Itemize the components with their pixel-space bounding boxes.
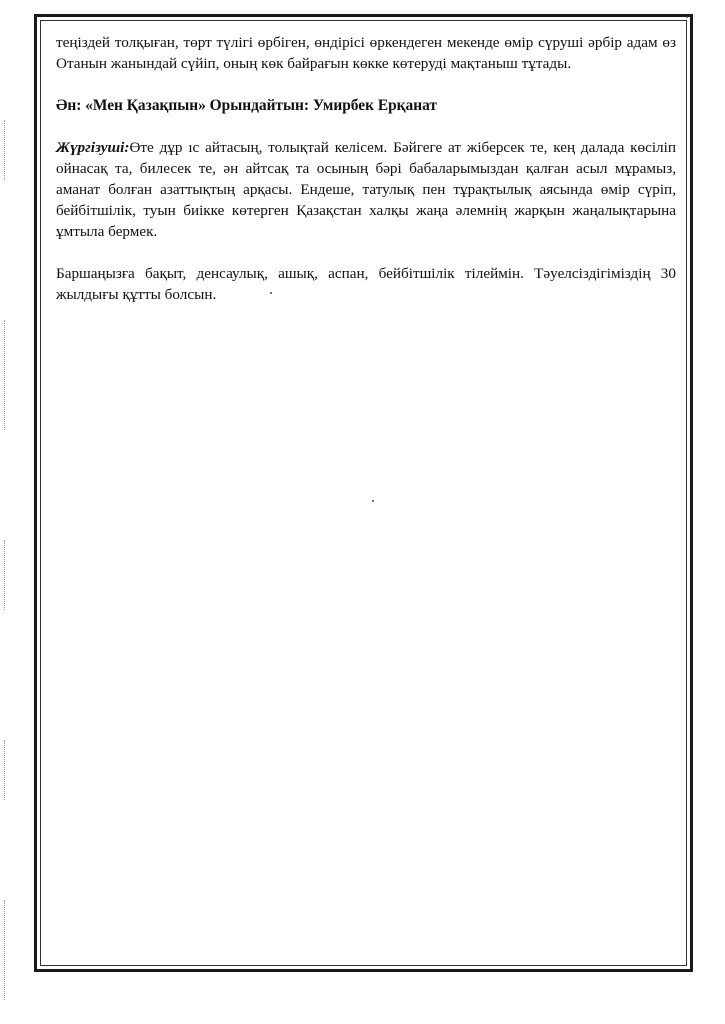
paragraph-host-speech (56, 137, 676, 242)
song-announcement: Ән: «Мен Қазақпын» Орындайтын: Умирбек Ерқанат (56, 97, 437, 114)
margin-scan-marks (4, 740, 8, 800)
margin-scan-marks (4, 120, 8, 180)
margin-scan-marks (4, 900, 8, 1000)
margin-scan-marks (4, 320, 8, 430)
scan-speck (686, 16, 688, 18)
speaker-label: Жүргізуші: (56, 139, 130, 156)
scan-speck (372, 500, 374, 502)
document-body (56, 32, 676, 326)
speaker-text: Өте дұр ıс айтасың, толықтай келісем. Бәйгеге ат жіберсек те, кең далада көсіліп ойнасақ та, билесек те, ән айтсақ та осының бәрі бабаларымыздан қалған асыл мұрамыз, аманат болған азаттықтың арқасы. Ендеше, татулық пен тұрақтылық аясында өмір сүріп, бейбітшілік, туын биікке көтерген Қазақстан халқы жаңа әлемнің жарқын жаңалықтарына ұмтыла бермек. (56, 139, 676, 240)
paragraph-closing: Баршаңызға бақыт, денсаулық, ашық, аспан, бейбітшілік тілеймін. Тәуелсіздігіміздің 30 жылдығы құтты болсын. (56, 265, 676, 303)
paragraph-intro: теңіздей толқыған, төрт түлігі өрбіген, өндірісі өркендеген мекенде өмір сүруші әрбір адам өз Отанын жанындай сүйіп, оның көк байрағын көкке көтеруді мақтаныш тұтады. (56, 34, 676, 72)
margin-scan-marks (4, 540, 8, 610)
